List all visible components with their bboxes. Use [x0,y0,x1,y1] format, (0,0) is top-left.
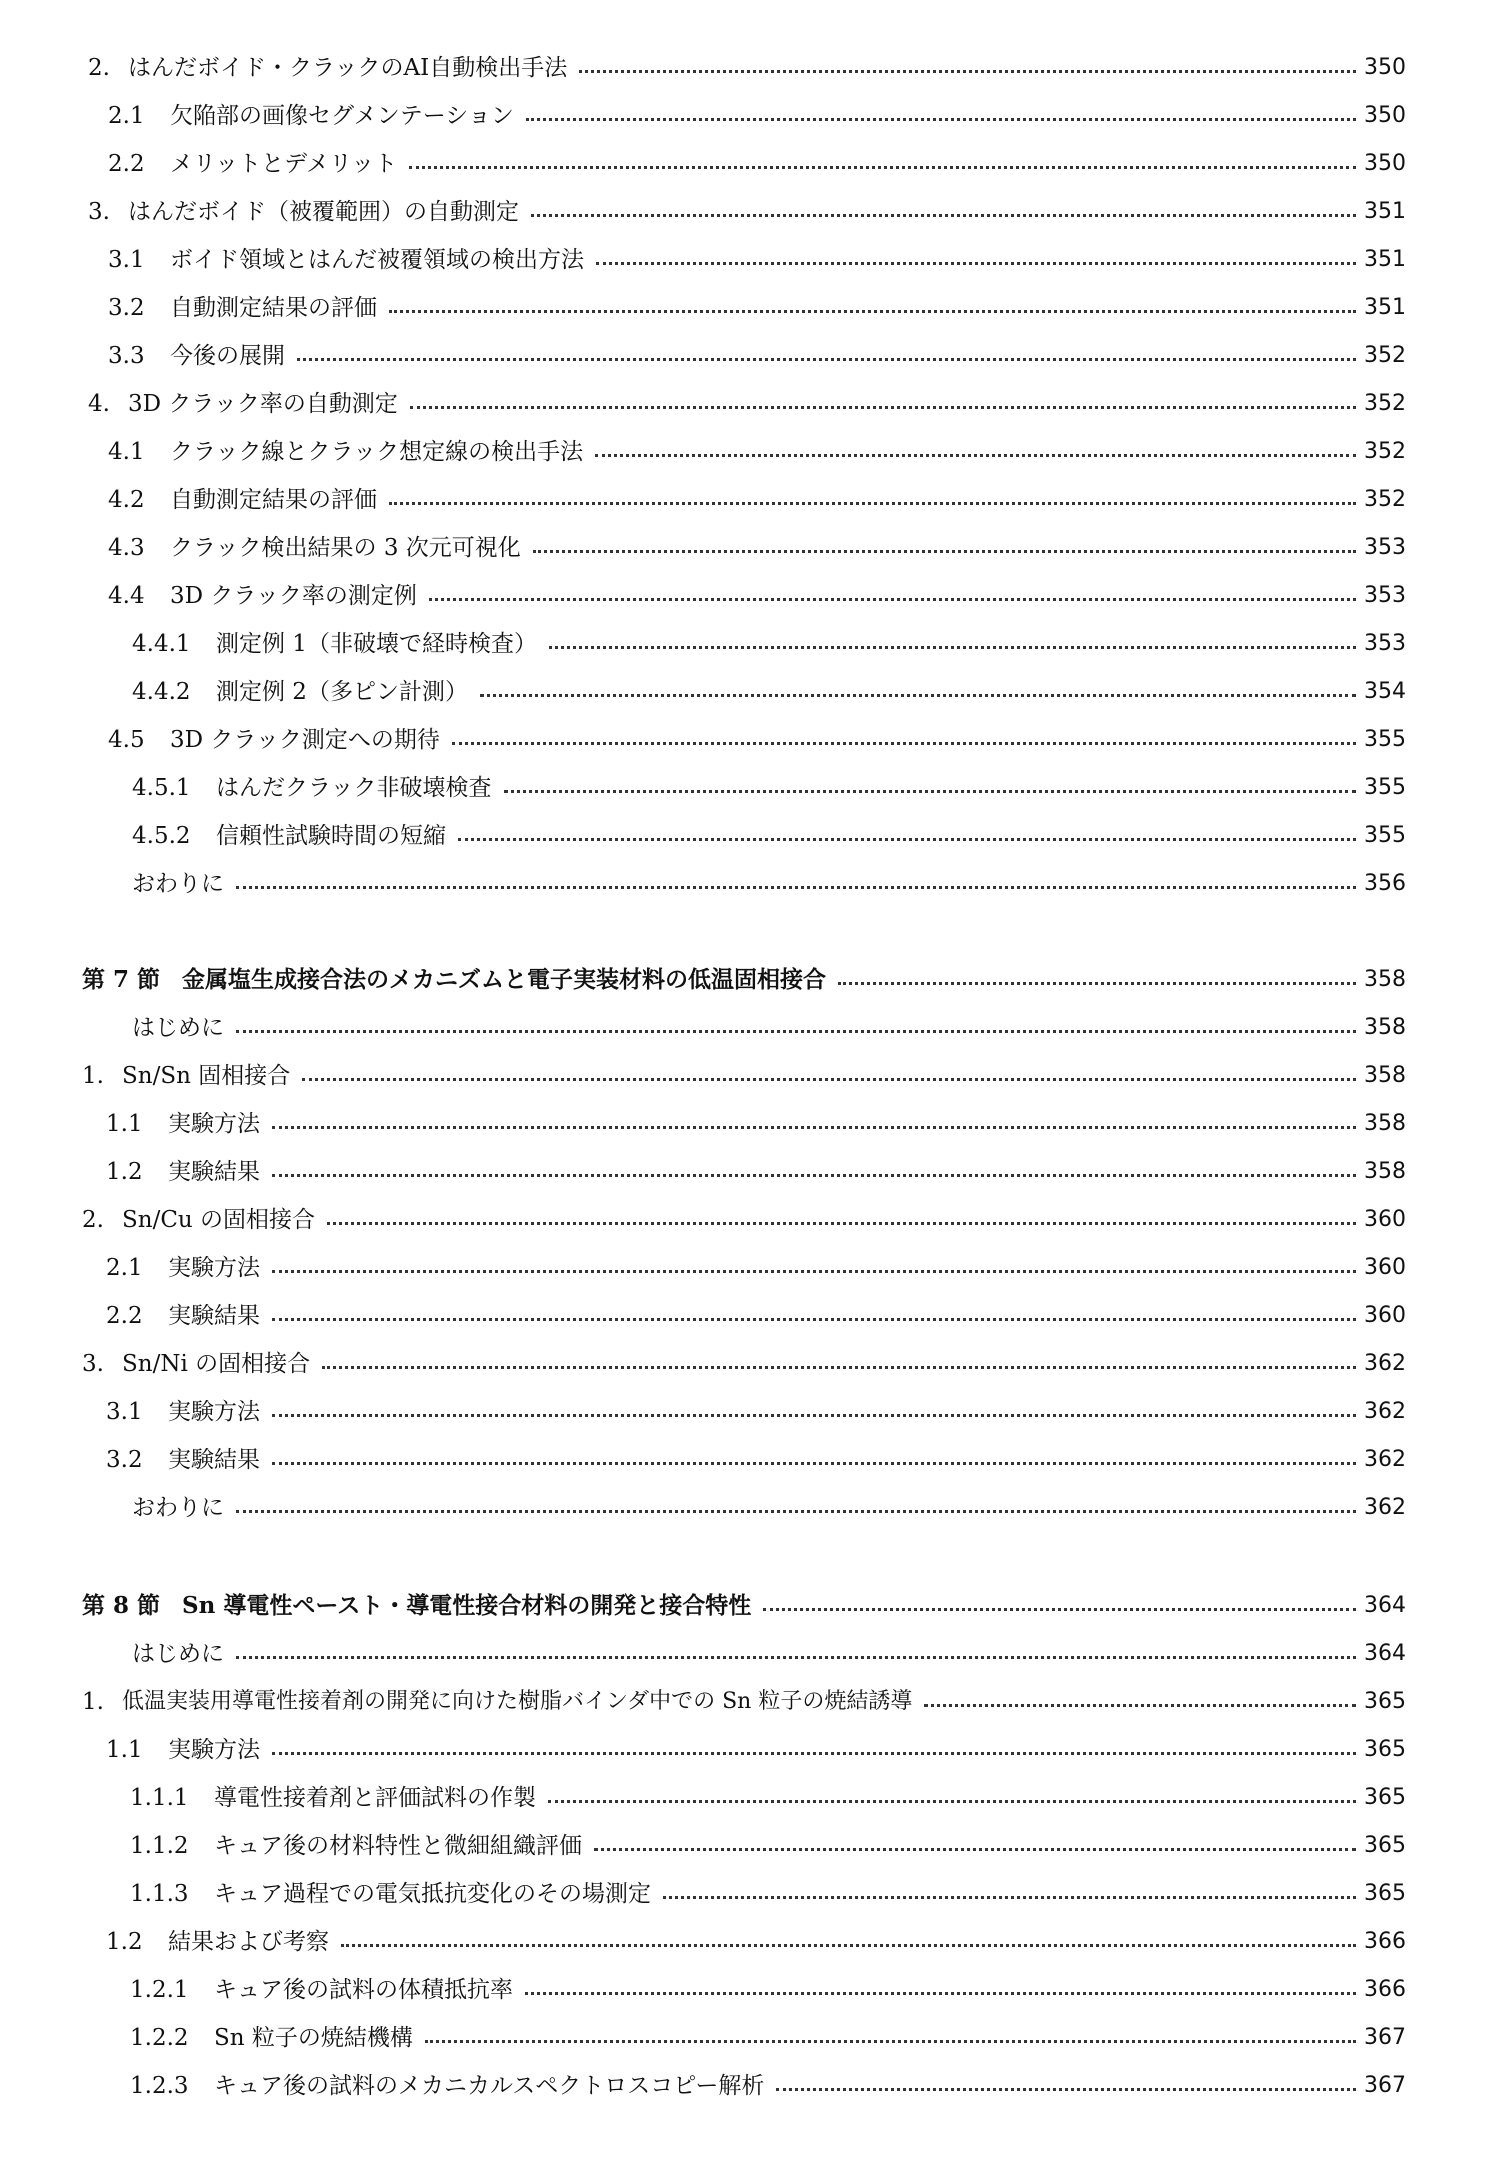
toc-page-number: 360 [1364,1303,1406,1328]
toc-entry [0,1728,1496,1772]
toc-page-number: 355 [1364,727,1406,752]
leader-dots [272,1412,1356,1417]
toc-number: 1.2.2 [130,2025,189,2051]
toc-entry [0,1102,1496,1146]
leader-dots [272,1124,1356,1129]
toc-entry [0,1342,1496,1386]
toc-title: メリットとデメリット [170,151,398,177]
toc-number: 2.1 [106,1255,143,1281]
toc-page-number: 353 [1364,631,1406,656]
toc-title: クラック検出結果の 3 次元可視化 [170,535,521,561]
toc-page-number: 366 [1364,1977,1406,2002]
toc-number: 3.1 [108,247,145,273]
toc-title: 実験方法 [168,1737,260,1763]
toc-page-number: 364 [1364,1593,1406,1618]
toc-title: 3D クラック率の測定例 [170,583,417,609]
toc-page-number: 356 [1364,871,1406,896]
leader-dots [297,356,1356,361]
toc-page-number: 362 [1364,1351,1406,1376]
toc-entry [0,1920,1496,1964]
toc-page-number: 367 [1364,2073,1406,2098]
toc-number: 3. [82,1351,104,1377]
toc-number: 1.1.2 [130,1833,189,1859]
leader-dots [504,788,1356,793]
toc-title: 欠陥部の画像セグメンテーション [170,103,514,129]
toc-page-number: 360 [1364,1255,1406,1280]
leader-dots [410,404,1356,409]
toc-title: 実験方法 [168,1111,260,1137]
toc-entry [0,862,1496,906]
toc-page-number: 362 [1364,1447,1406,1472]
leader-dots [579,68,1356,73]
toc-number: 1.2 [106,1159,143,1185]
leader-dots [526,116,1356,121]
toc-entry [0,814,1496,858]
toc-entry [0,766,1496,810]
leader-dots [776,2086,1356,2091]
toc-number: 1.2.1 [130,1977,189,2003]
leader-dots [763,1606,1356,1611]
toc-title: 結果および考察 [168,1929,329,1955]
toc-title: 導電性接着剤と評価試料の作製 [214,1785,536,1811]
leader-dots [236,1028,1356,1033]
toc-title: 実験結果 [168,1303,260,1329]
toc-page-number: 358 [1364,967,1406,992]
toc-number: 3. [88,199,110,225]
toc-title: 3D クラック率の自動測定 [128,391,398,417]
leader-dots [924,1702,1356,1707]
toc-page-number: 350 [1364,55,1406,80]
toc-entry [0,526,1496,570]
leader-dots [548,1798,1356,1803]
toc-page-number: 350 [1364,151,1406,176]
toc-number: 1. [82,1689,104,1715]
toc-title: おわりに [132,871,224,897]
toc-title: はじめに [132,1641,224,1667]
toc-number: 4.5.1 [132,775,191,801]
toc-entry [0,670,1496,714]
toc-number: 4.2 [108,487,145,513]
toc-entry [0,1054,1496,1098]
toc-title: クラック線とクラック想定線の検出手法 [170,439,584,465]
toc-title: はじめに [132,1015,224,1041]
toc-number: 2. [88,55,110,81]
toc-title: Sn/Cu の固相接合 [122,1207,316,1233]
toc-title: キュア後の試料の体積抵抗率 [214,1977,513,2003]
toc-page-number: 352 [1364,487,1406,512]
toc-page-number: 358 [1364,1111,1406,1136]
toc-entry [0,1680,1496,1724]
leader-dots [549,644,1356,649]
toc-number: 2. [82,1207,104,1233]
toc-page-number: 355 [1364,823,1406,848]
toc-entry [0,1872,1496,1916]
toc-number: 4.5.2 [132,823,191,849]
toc-title: はんだクラック非破壊検査 [216,775,492,801]
leader-dots [838,980,1356,985]
toc-title: 金属塩生成接合法のメカニズムと電子実装材料の低温固相接合 [182,966,826,993]
toc-title: おわりに [132,1495,224,1521]
toc-number: 1. [82,1063,104,1089]
toc-title: 実験結果 [168,1447,260,1473]
leader-dots [389,308,1356,313]
toc-number: 4.4.1 [132,631,191,657]
toc-page-number: 358 [1364,1063,1406,1088]
toc-entry [0,1294,1496,1338]
leader-dots [596,260,1356,265]
toc-title: キュア後の材料特性と微細組織評価 [214,1833,582,1859]
toc-entry [0,1438,1496,1482]
toc-page-number: 358 [1364,1015,1406,1040]
toc-title: はんだボイド（被覆範囲）の自動測定 [128,199,519,225]
toc-number: 1.1.1 [130,1785,189,1811]
toc-page-number: 358 [1364,1159,1406,1184]
leader-dots [594,1846,1356,1851]
toc-entry [0,2064,1496,2108]
toc-number: 2.1 [108,103,145,129]
toc-entry [0,286,1496,330]
toc-number: 2.2 [106,1303,143,1329]
toc-section-number: 第 8 節 [82,1592,161,1619]
toc-section-number: 第 7 節 [82,966,161,993]
toc-number: 4.5 [108,727,145,753]
toc-title: 信頼性試験時間の短縮 [216,823,446,849]
toc-number: 3.2 [108,295,145,321]
toc-page-number: 365 [1364,1881,1406,1906]
toc-number: 3.3 [108,343,145,369]
toc-entry [0,1824,1496,1868]
toc-title: 実験方法 [168,1255,260,1281]
leader-dots [272,1316,1356,1321]
toc-page-number: 365 [1364,1785,1406,1810]
toc-entry [0,718,1496,762]
toc-entry [0,1246,1496,1290]
toc-page-number: 360 [1364,1207,1406,1232]
toc-page-number: 365 [1364,1833,1406,1858]
toc-entry [0,1968,1496,2012]
toc-page-number: 364 [1364,1641,1406,1666]
toc-entry [0,190,1496,234]
toc-number: 1.1.3 [130,1881,189,1907]
leader-dots [533,548,1356,553]
leader-dots [409,164,1356,169]
toc-entry [0,382,1496,426]
toc-number: 1.1 [106,1111,143,1137]
toc-page-number: 366 [1364,1929,1406,1954]
toc-title: ボイド領域とはんだ被覆領域の検出方法 [170,247,584,273]
toc-title: Sn/Ni の固相接合 [122,1351,311,1377]
toc-number: 4. [88,391,110,417]
leader-dots [236,1508,1356,1513]
toc-title: はんだボイド・クラックのAI自動検出手法 [128,55,568,81]
toc-section-heading [0,1584,1496,1628]
leader-dots [663,1894,1356,1899]
toc-entry [0,574,1496,618]
toc-title: Sn/Sn 固相接合 [122,1063,291,1089]
toc-title: 今後の展開 [170,343,285,369]
toc-number: 1.2.3 [130,2073,189,2099]
toc-entry [0,238,1496,282]
toc-title: 自動測定結果の評価 [170,487,377,513]
leader-dots [272,1172,1356,1177]
toc-entry [0,622,1496,666]
toc-number: 4.4.2 [132,679,191,705]
toc-entry [0,2016,1496,2060]
leader-dots [236,884,1356,889]
toc-entry [0,478,1496,522]
toc-entry [0,1486,1496,1530]
toc-entry [0,142,1496,186]
leader-dots [341,1942,1356,1947]
leader-dots [480,692,1356,697]
toc-number: 3.1 [106,1399,143,1425]
leader-dots [327,1220,1356,1225]
toc-page-number: 352 [1364,391,1406,416]
toc-page-number: 353 [1364,583,1406,608]
leader-dots [389,500,1356,505]
leader-dots [425,2038,1356,2043]
toc-page-number: 354 [1364,679,1406,704]
leader-dots [595,452,1356,457]
toc-page-number: 367 [1364,2025,1406,2050]
toc-title: 3D クラック測定への期待 [170,727,440,753]
toc-page-number: 365 [1364,1737,1406,1762]
toc-entry [0,430,1496,474]
toc-title: キュア過程での電気抵抗変化のその場測定 [214,1881,651,1907]
toc-entry [0,1776,1496,1820]
toc-title: 測定例 1（非破壊で経時検査） [216,631,537,657]
leader-dots [429,596,1356,601]
leader-dots [458,836,1356,841]
toc-title: 実験方法 [168,1399,260,1425]
leader-dots [302,1076,1356,1081]
toc-number: 1.1 [106,1737,143,1763]
toc-title: 低温実装用導電性接着剤の開発に向けた樹脂バインダ中での Sn 粒子の焼結誘導 [122,1689,913,1714]
leader-dots [452,740,1356,745]
toc-entry [0,1006,1496,1050]
toc-page-number: 351 [1364,247,1406,272]
leader-dots [531,212,1356,217]
toc-number: 2.2 [108,151,145,177]
toc-entry [0,1198,1496,1242]
toc-page-number: 362 [1364,1399,1406,1424]
toc-number: 1.2 [106,1929,143,1955]
leader-dots [272,1460,1356,1465]
toc-entry [0,94,1496,138]
toc-section-heading [0,958,1496,1002]
toc-title: 測定例 2（多ピン計測） [216,679,468,705]
toc-entry [0,1390,1496,1434]
toc-entry [0,334,1496,378]
toc-page-number: 355 [1364,775,1406,800]
toc-title: Sn 粒子の焼結機構 [214,2025,413,2051]
leader-dots [236,1654,1356,1659]
leader-dots [272,1268,1356,1273]
leader-dots [322,1364,1356,1369]
leader-dots [272,1750,1356,1755]
toc-title: 実験結果 [168,1159,260,1185]
toc-number: 4.1 [108,439,145,465]
toc-number: 4.3 [108,535,145,561]
toc-page-number: 362 [1364,1495,1406,1520]
toc-page-number: 351 [1364,199,1406,224]
toc-page-number: 351 [1364,295,1406,320]
toc-number: 3.2 [106,1447,143,1473]
toc-title: キュア後の試料のメカニカルスペクトロスコピー解析 [214,2073,765,2099]
toc-page-number: 352 [1364,343,1406,368]
leader-dots [525,1990,1356,1995]
toc-page-number: 365 [1364,1689,1406,1714]
toc-page-number: 353 [1364,535,1406,560]
toc-entry [0,1150,1496,1194]
toc-title: Sn 導電性ペースト・導電性接合材料の開発と接合特性 [182,1592,752,1619]
toc-number: 4.4 [108,583,145,609]
toc-page-number: 350 [1364,103,1406,128]
toc-entry [0,46,1496,90]
toc-page-number: 352 [1364,439,1406,464]
toc-title: 自動測定結果の評価 [170,295,377,321]
toc-entry [0,1632,1496,1676]
